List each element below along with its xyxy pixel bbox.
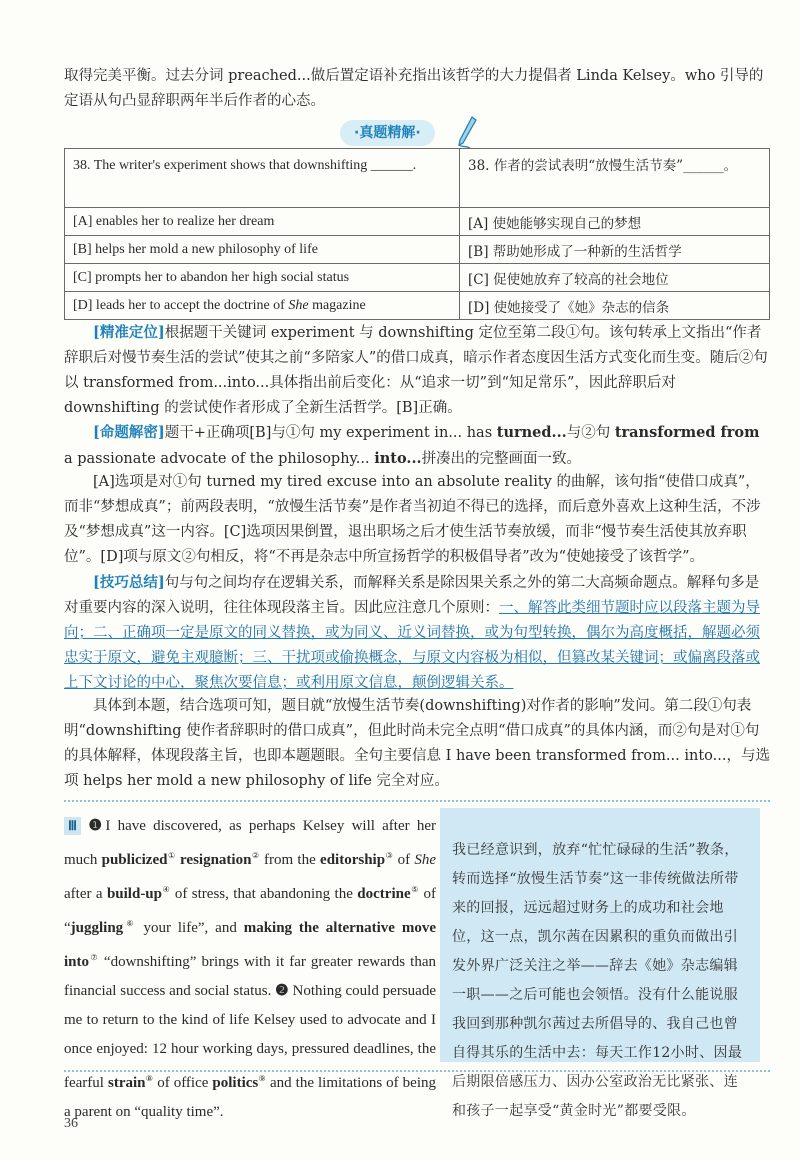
skills-text: 句与句之间均存在逻辑关系，而解释关系是除因果关系之外的第二大高频命题点。解释句多是对重要内容的深入说明，往往体现段落主旨。因此应注意几个原则： bbox=[64, 575, 760, 616]
decode-text: 与②句 bbox=[566, 425, 615, 441]
decode-bold: turned... bbox=[496, 424, 567, 441]
vocab-mark: ② bbox=[251, 851, 260, 860]
question-stem-cn: 38. 作者的尝试表明“放慢生活节奏”______。 bbox=[460, 149, 770, 208]
option-d-cn: [D] 使她接受了《她》杂志的信条 bbox=[460, 292, 770, 320]
sentence-number: ❷ bbox=[275, 983, 289, 999]
option-d-en bbox=[65, 292, 460, 320]
passage-text: I have discovered, as perhaps Kelsey will after her much bbox=[64, 818, 436, 868]
pen-icon bbox=[456, 115, 478, 149]
tag-decode: [命题解密] bbox=[93, 424, 165, 441]
option-b-cn: [B] 帮助她形成了一种新的生活哲学 bbox=[460, 236, 770, 264]
passage-text: your life”, and bbox=[136, 920, 244, 936]
translation-text: 我已经意识到，放弃“忙忙碌碌的生活”教条，转而选择“放慢生活节奏”这一非传统做法所带来的回报，远远超过财务上的成功和社会地位，这一点，凯尔茜在因累积的重负而做出引发外界广泛关注之举——辞去《她》杂志编辑一职——之后可能也会领悟。没有什么能说服我回到那种凯尔茜过去所倡导的、我自己也曾自得其乐的生活中去：每天工作12小时、因最后期限倍感压力、因办公室政治无比紧张、连和孩子一起享受“黄金时光”都要受限。 bbox=[452, 842, 743, 1119]
vocab-mark: ① bbox=[167, 851, 176, 860]
passage-excerpt bbox=[64, 812, 436, 1127]
page-number: 36 bbox=[64, 1116, 78, 1131]
passage-text: from the bbox=[259, 852, 321, 868]
divider-bottom bbox=[64, 1070, 770, 1072]
option-d-text: [D] leads her to accept the doctrine of bbox=[73, 297, 289, 313]
question-table bbox=[64, 148, 770, 320]
vocab-word: publicized bbox=[101, 852, 168, 868]
passage-text: after a bbox=[64, 886, 107, 902]
intro-paragraph: 取得完美平衡。过去分词 preached...做后置定语补充指出该哲学的大力提倡者 Linda Kelsey。who 引导的定语从句凸显辞职两年半后作者的心态。 bbox=[64, 68, 764, 109]
option-a-en: [A] enables her to realize her dream bbox=[65, 208, 460, 236]
decode-bold: transformed from bbox=[614, 424, 760, 441]
passage-text: of bbox=[393, 852, 415, 868]
option-row bbox=[65, 292, 770, 320]
analysis-distractors: [A]选项是对①句 turned my tired excuse into an absolute reality 的曲解，该句指“使借口成真”，而非“梦想成真”；前两段表明，“放慢生活节奏”是作者当初迫不得已的选择，而后意外喜欢上这种生活，不涉及“梦想成真”这一内容。[C]选项因果倒置，退出职场之后才使生活节奏放缓，而非“慢节奏生活使其放弃职位”。[D]项与原文②句相反，将“不再是杂志中所宣扬哲学的积极倡导者”改为“使她接受了该哲学”。 bbox=[64, 474, 761, 565]
option-d-text-end: magazine bbox=[308, 297, 366, 313]
tag-locate: [精准定位] bbox=[93, 324, 165, 341]
section-banner: ·真题精解· bbox=[340, 120, 435, 146]
vocab-word: politics bbox=[212, 1075, 259, 1091]
option-c-cn: [C] 促使她放弃了较高的社会地位 bbox=[460, 264, 770, 292]
option-d-italic: She bbox=[288, 297, 309, 313]
analysis-locate-text: 根据题干关键词 experiment 与 downshifting 定位至第二段①句。该句转承上文指出“作者辞职后对慢节奏生活的尝试”使其之前“多陪家人”的借口成真，暗示作者态度因生活方式变化而生变。随后②句以 transformed from...into...具体指出前后变化：从“追求一切”到“知足常乐”，因此辞职后对 downshifting 的尝试使作者形成了全新生活哲学。[B]正确。 bbox=[64, 325, 768, 416]
vocab-mark: ③ bbox=[385, 851, 394, 860]
vocab-word: editorship bbox=[320, 852, 386, 868]
option-c-en: [C] prompts her to abandon her high social status bbox=[65, 264, 460, 292]
option-b-en: [B] helps her mold a new philosophy of life bbox=[65, 236, 460, 264]
decode-text: a passionate advocate of the philosophy... bbox=[64, 451, 375, 467]
sentence-number: ❶ bbox=[84, 818, 106, 834]
vocab-word: resignation bbox=[180, 852, 252, 868]
vocab-word: doctrine bbox=[357, 886, 411, 902]
option-row bbox=[65, 264, 770, 292]
translation-box bbox=[440, 808, 760, 1119]
vocab-mark: ⑧ bbox=[145, 1074, 154, 1083]
option-row bbox=[65, 208, 770, 236]
option-a-cn: [A] 使她能够实现自己的梦想 bbox=[460, 208, 770, 236]
vocab-mark: ④ bbox=[162, 885, 171, 894]
analysis-locate bbox=[64, 320, 770, 421]
option-row bbox=[65, 236, 770, 264]
passage-text: “downshifting” brings with it far greater rewards than financial success and social status. bbox=[64, 954, 436, 999]
tag-skills: [技巧总结] bbox=[93, 574, 165, 591]
divider-top bbox=[64, 800, 770, 802]
analysis-summary: 具体到本题，结合选项可知，题目就“放慢生活节奏(downshifting)对作者的影响”发问。第二段①句表明“downshifting 使作者辞职时的借口成真”，但此时尚未完全点明“借口成真”的具体内涵，而②句是对①句的具体解释，体现段落主旨，也即本题题眼。全句主要信息 I have been transformed from... into...，与选项 helps her mold a new philosophy of life 完全对应。 bbox=[64, 698, 770, 789]
vocab-mark: ⑨ bbox=[258, 1074, 266, 1083]
decode-text: 拼凑出的完整画面一致。 bbox=[421, 451, 582, 467]
passage-text: of “ bbox=[64, 886, 437, 936]
vocab-word: strain bbox=[107, 1075, 146, 1091]
vocab-word: juggling bbox=[70, 920, 124, 936]
vocab-mark: ⑤ bbox=[410, 885, 420, 894]
decode-bold: into... bbox=[374, 450, 422, 467]
vocab-word: build-up bbox=[106, 886, 162, 902]
vocab-mark: ⑦ bbox=[89, 953, 99, 962]
magazine-name: She bbox=[414, 852, 437, 868]
passage-text: and the limitations of being a parent on “quality time”. bbox=[64, 1075, 436, 1120]
passage-text: Nothing could persuade me to return to the kind of life Kelsey used to advocate and I once enjoyed: 12 hour working days, pressured deadlines, the fearful bbox=[64, 983, 436, 1091]
vocab-word: making the alternative move into bbox=[64, 920, 436, 970]
analysis-decode bbox=[64, 420, 770, 472]
question-stem-en: 38. The writer's experiment shows that downshifting ______. bbox=[65, 149, 460, 208]
vocab-mark: ⑥ bbox=[123, 919, 137, 928]
question-stem-row bbox=[65, 149, 770, 208]
passage-text: of stress, that abandoning the bbox=[170, 886, 358, 902]
decode-text: 题干+正确项[B]与①句 my experiment in... has bbox=[164, 425, 497, 441]
analysis-skills bbox=[64, 570, 770, 696]
passage-text: of office bbox=[153, 1075, 213, 1091]
skills-underlined: 一、解答此类细节题时应以段落主题为导向；二、正确项一定是原文的同义替换，或为同义、近义词替换，或为句型转换，偶尔为高度概括，解题必须忠实于原文，避免主观臆断；三、干扰项或偷换概念，与原文内容极为相似，但篡改某关键词；或偏离段落或上下文讨论的中心，聚焦次要信息；或利用原文信息，颠倒逻辑关系。 bbox=[64, 600, 760, 691]
section-number: Ⅲ bbox=[64, 817, 81, 835]
